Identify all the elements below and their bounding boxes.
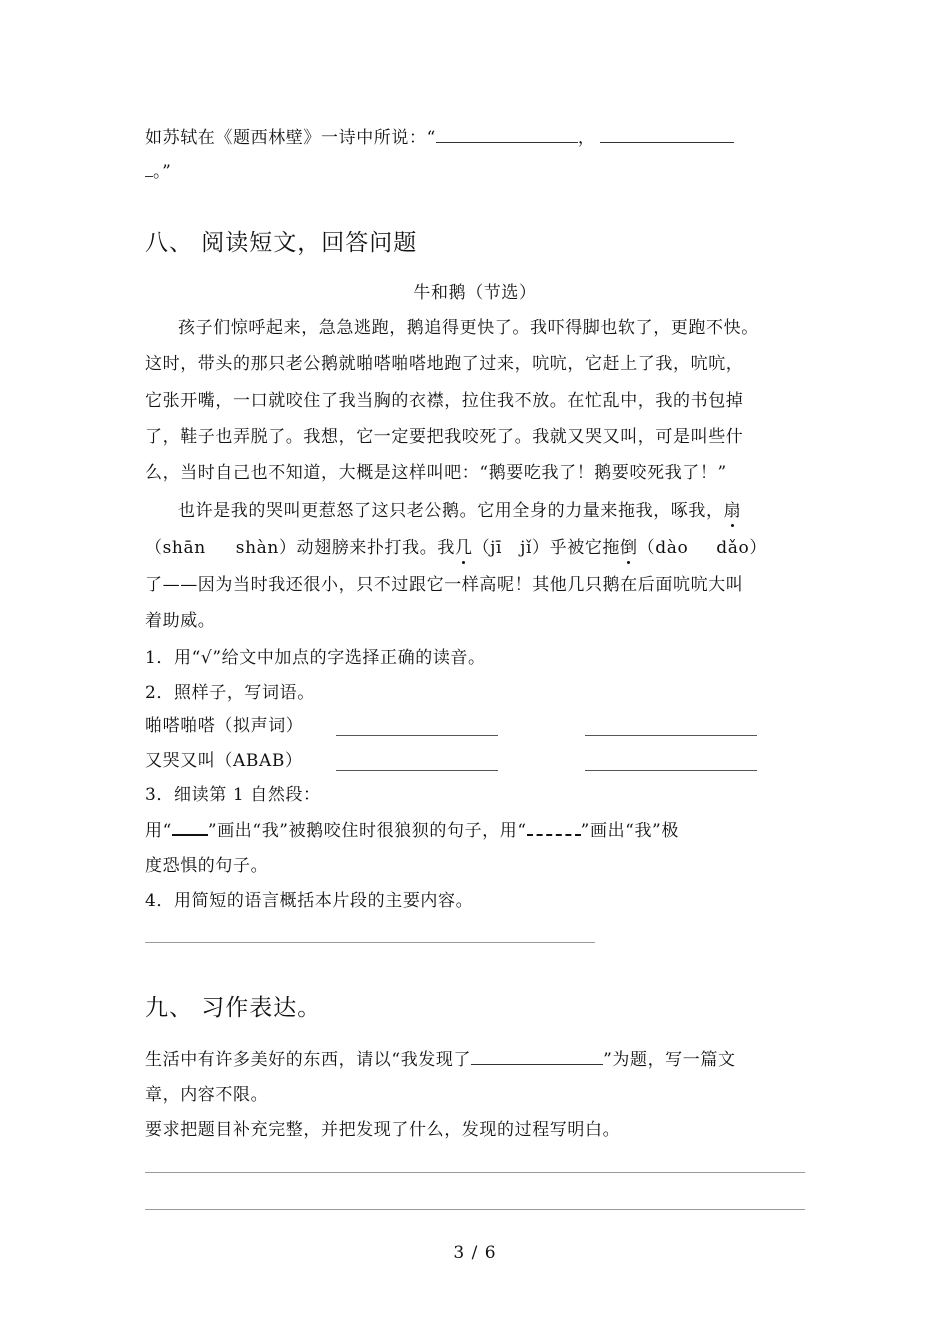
question-text: ”画出“我”极 (580, 821, 679, 841)
pinyin-option[interactable]: jī (490, 538, 503, 558)
answer-line[interactable] (145, 942, 595, 943)
paragraph-text: ）乎被它拖 (532, 538, 621, 558)
answer-blank[interactable] (436, 126, 578, 143)
paragraph-2-pinyin-line (145, 537, 767, 559)
paragraph-1-line: 孩子们惊呼起来，急急逃跑，鹅追得更快了。我吓得脚也软了，更跑不快。 (178, 318, 759, 338)
example-word-1: 啪嗒啪嗒（拟声词） (145, 716, 304, 736)
answer-blank[interactable] (585, 770, 757, 771)
page-number: 3 / 6 (453, 1243, 497, 1263)
answer-blank[interactable] (145, 160, 153, 177)
intro-line-1 (145, 126, 734, 149)
paren: （ (472, 538, 491, 558)
paragraph-1-line: 么，当时自己也不知道，大概是这样叫吧：“鹅要吃我了！鹅要咬死我了！” (145, 463, 727, 483)
paragraph-text: 也许是我的哭叫更惹怒了这只老公鹅。它用全身的力量来拖我，啄我， (178, 501, 724, 521)
writing-prompt-line-2: 章，内容不限。 (145, 1085, 269, 1105)
question-2: 2．照样子，写词语。 (145, 683, 315, 703)
paren: （ (145, 538, 163, 558)
intro-line-2 (145, 160, 171, 183)
paren: （ (637, 538, 656, 558)
section-8-heading: 八、 阅读短文，回答问题 (145, 230, 418, 256)
answer-blank[interactable] (600, 126, 734, 143)
example-word-2: 又哭又叫（ABAB） (145, 751, 303, 771)
dotted-char: 扇 (723, 501, 742, 521)
paragraph-1-line: 它张开嘴，一口就咬住了我当胸的衣襟，拉住我不放。在忙乱中，我的书包掉 (145, 391, 744, 411)
pinyin-option[interactable]: dǎo (716, 538, 750, 558)
writing-line[interactable] (145, 1172, 805, 1173)
title-blank[interactable] (471, 1048, 603, 1065)
pinyin-option[interactable]: shàn (235, 538, 279, 558)
paragraph-1-line: 这时，带头的那只老公鹅就啪嗒啪嗒地跑了过来，吭吭，它赶上了我，吭吭， (145, 354, 744, 374)
prompt-text: 生活中有许多美好的东西，请以“我发现了 (145, 1050, 472, 1070)
wavy-line-marker (527, 818, 581, 836)
intro-text: 如苏轼在《题西林壁》一诗中所说：“ (145, 128, 436, 148)
article-title: 牛和鹅（节选） (413, 283, 537, 303)
paragraph-1-line: 了，鞋子也弄脱了。我想，它一定要把我咬死了。我就又哭又叫，可是叫些什 (145, 427, 744, 447)
straight-line-marker (172, 818, 208, 836)
intro-tail: 。” (153, 162, 172, 182)
dotted-char: 倒 (620, 538, 638, 558)
intro-comma: ， (577, 128, 596, 148)
section-9-heading: 九、 习作表达。 (145, 995, 322, 1021)
question-4: 4．用简短的语言概括本片段的主要内容。 (145, 891, 474, 911)
paragraph-2-line: 着助威。 (145, 611, 216, 631)
pinyin-option[interactable]: dào (655, 538, 689, 558)
answer-blank[interactable] (585, 735, 757, 736)
question-3-line-2: 度恐惧的句子。 (145, 856, 269, 876)
paragraph-2-line: 了——因为当时我还很小，只不过跟它一样高呢！其他几只鹅在后面吭吭大叫 (145, 575, 744, 595)
answer-blank[interactable] (336, 770, 498, 771)
prompt-text: ”为题，写一篇文 (603, 1050, 736, 1070)
writing-prompt-line-1 (145, 1048, 736, 1071)
writing-requirement: 要求把题目补充完整，并把发现了什么，发现的过程写明白。 (145, 1120, 621, 1140)
question-1: 1．用“√”给文中加点的字选择正确的读音。 (145, 648, 486, 668)
question-3-line-1 (145, 818, 679, 842)
paragraph-text: ）动翅膀来扑打我。我 (278, 538, 455, 558)
question-text: ”画出“我”被鹅咬住时很狼狈的句子，用“ (207, 821, 527, 841)
dotted-char: 几 (454, 538, 473, 558)
pinyin-option[interactable]: jǐ (520, 538, 533, 558)
question-3: 3．细读第 1 自然段： (145, 785, 321, 805)
question-text: 用“ (145, 821, 172, 841)
pinyin-option[interactable]: shān (162, 538, 206, 558)
paragraph-2-line (178, 500, 741, 522)
writing-line[interactable] (145, 1209, 805, 1210)
answer-blank[interactable] (336, 735, 498, 736)
paren: ） (749, 538, 767, 558)
